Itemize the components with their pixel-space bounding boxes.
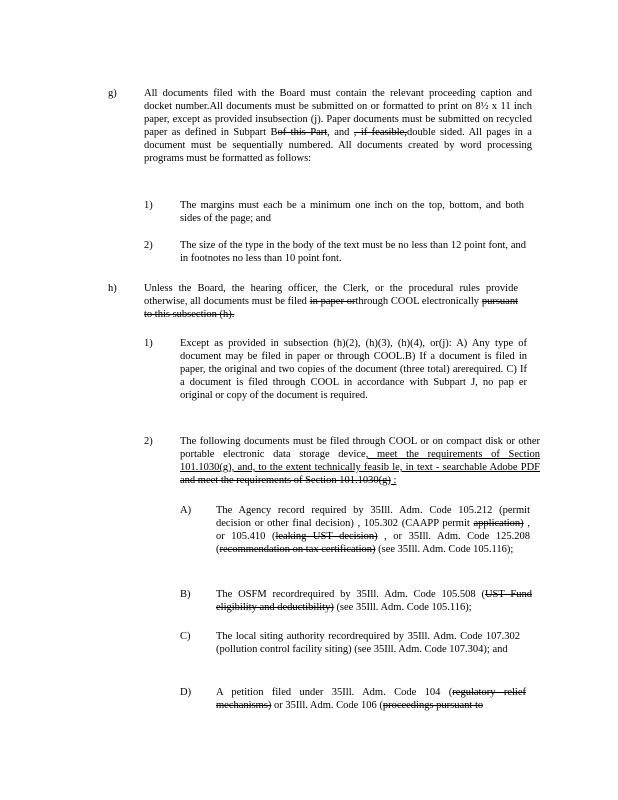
text-run: Unless the Board, the hearing officer, the Clerk, or the procedural rules provide otherwise, all documents must be filed [144,283,518,307]
section-h-item-2-label: 2) [144,436,153,447]
section-h-subitem-a-text [216,504,530,556]
text-run: The Agency record required by 35Ill. Adm. Code 105.212 (permit decision or other final decision) , 105.302 (CAAPP permit [216,505,530,529]
deleted-text: leaking UST decision) [275,531,378,542]
section-h-subitem-c-text [216,630,520,656]
text-run: , or 35Ill. Adm. Code 125.208 ( [216,531,530,555]
section-g-label: g) [108,88,117,99]
text-run: , and [327,127,354,138]
deleted-text: pursuant to this subsection (h). [144,296,518,320]
section-g-text [144,87,532,165]
text-run: The local siting authority recordrequired by 35Ill. Adm. Code 107.302 (pollution control facility siting) (see 35Ill. Adm. Code 107.304); and [216,631,520,655]
section-h-item-1-label: 1) [144,338,153,349]
section-h-subitem-d-label: D) [180,687,192,698]
section-h-text [144,282,518,321]
section-h-subitem-b-label: B) [180,589,191,600]
deleted-text: proceedings pursuant to [382,700,484,711]
text-run: The margins must each be a minimum one inch on the top, bottom, and both sides of the page; and [180,200,524,224]
inserted-text: : [390,475,397,486]
section-h-subitem-d-text [216,686,526,712]
text-run: All documents filed with the Board must contain the relevant proceeding caption and docket number.All documents must be submitted on or formatted to print on 8½ x 11 inch paper, except as provided insubsection (j). Paper documents must be submitted on recycled paper as defined in Subpart B [144,88,532,138]
text-run: (see 35Ill. Adm. Code 105.116); [375,544,514,555]
section-h-item-1-text [180,337,527,402]
text-run: through COOL electronically [355,296,482,307]
text-run: or 35Ill. Adm. Code 106 ( [271,700,383,711]
deleted-text: of this Part [277,127,328,138]
deleted-text: in paper or [309,296,356,307]
section-h-subitem-c-label: C) [180,631,191,642]
text-run: double sided. All pages in a document must be sequentially numbered. All documents created by word processing programs must be formatted as follows: [144,127,532,164]
deleted-text: and meet the requirements of Section 101.1030(g) [180,475,391,486]
text-run: Except as provided in subsection (h)(2), (h)(3), (h)(4), or(j): A) Any type of document may be filed in paper or through COOL.B) If a document is filed in paper, the original and two copies of the document (three total) arerequired. C) If a document is filed through COOL in accordance with Subpart J, no pap er original or copy of the document is required. [180,338,527,401]
section-g-item-2-text [180,239,526,265]
text-run: The following documents must be filed through COOL or on compact disk or other portable electronic data storage device [180,436,540,460]
deleted-text: , if feasible, [353,127,407,138]
deleted-text: regulatory relief mechanisms) [216,687,526,711]
section-h-subitem-a-label: A) [180,505,192,516]
text-run: (see 35Ill. Adm. Code 105.116); [333,602,472,613]
section-g-item-2-label: 2) [144,240,153,251]
text-run: A petition filed under 35Ill. Adm. Code 104 ( [216,687,453,698]
section-g-item-1-text [180,199,524,225]
section-h-item-2-text [180,435,540,487]
deleted-text: application) [473,518,524,529]
section-g-item-1-label: 1) [144,200,153,211]
text-run: The size of the type in the body of the text must be no less than 12 point font, and in footnotes no less than 10 point font. [180,240,526,264]
text-run: , or 105.410 ( [216,518,531,542]
inserted-text: , meet the requirements of Section 101.1030(g), and, to the extent technically feasib le, in text - searchable Adobe PDF [180,449,540,473]
deleted-text: recommendation on tax certification) [219,544,376,555]
text-run: The OSFM recordrequired by 35Ill. Adm. Code 105.508 ( [216,589,485,600]
section-h-subitem-b-text [216,588,532,614]
section-h-label: h) [108,283,117,294]
deleted-text: UST Fund eligibility and deductibility) [216,589,532,613]
